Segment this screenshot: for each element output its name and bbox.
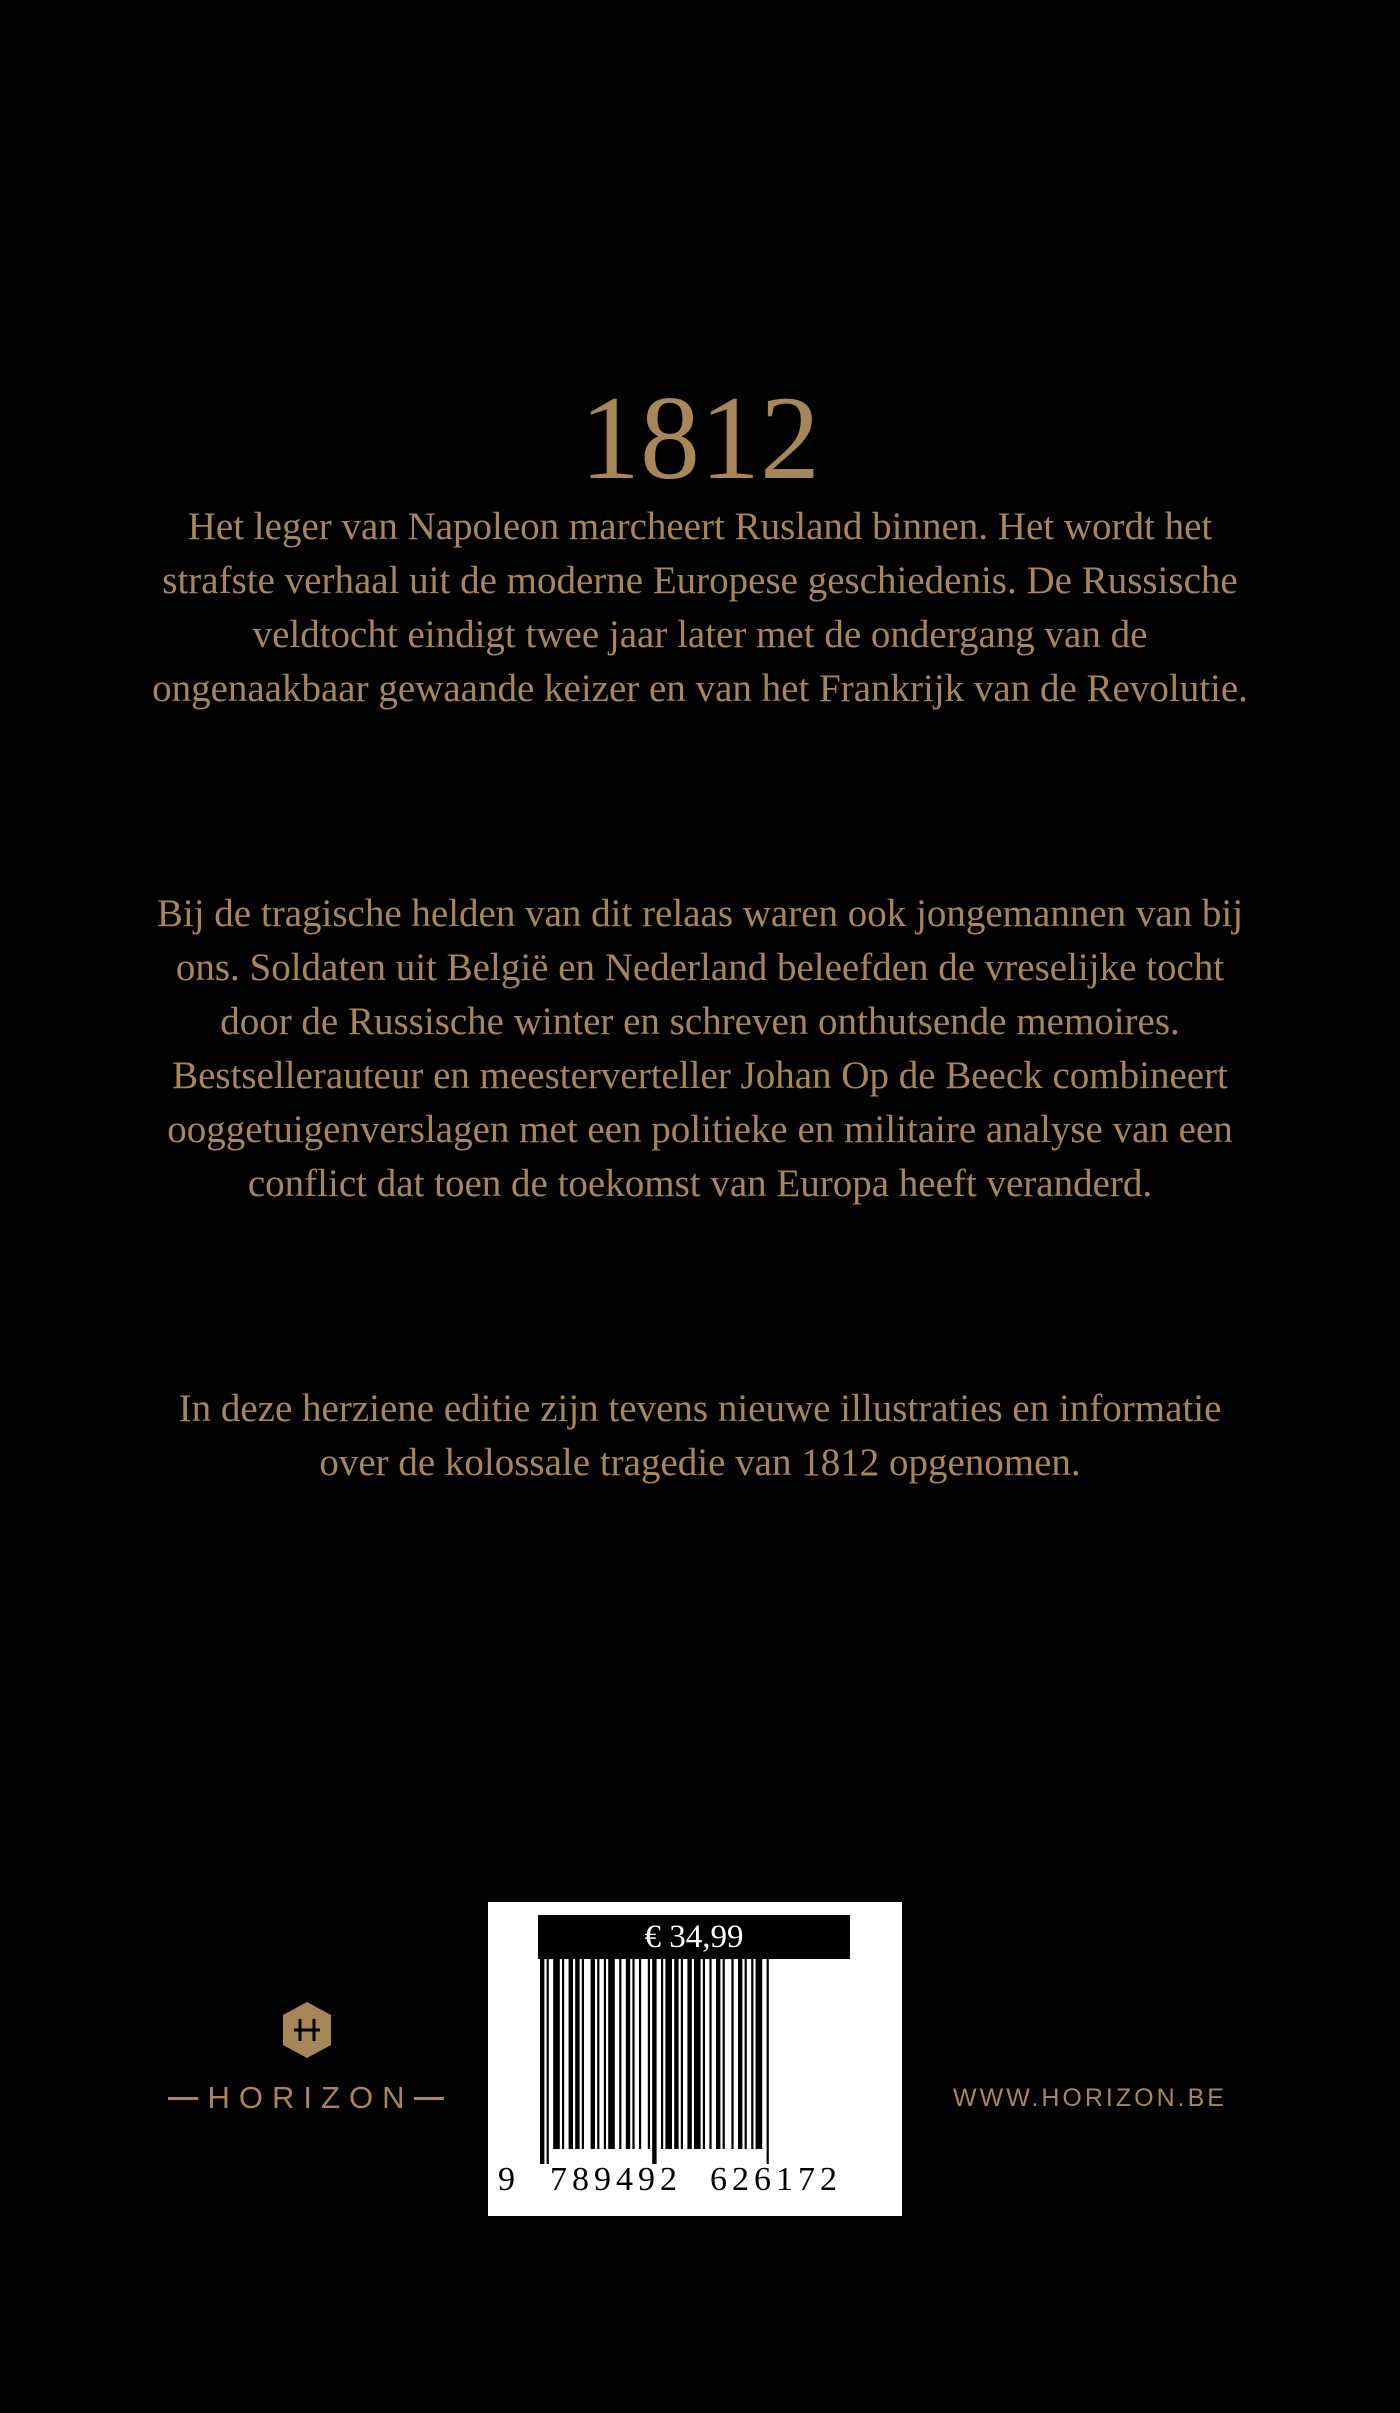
barcode-bar bbox=[591, 1959, 595, 2149]
barcode-bar bbox=[540, 1959, 544, 2164]
blurb-paragraph-1: Het leger van Napoleon marcheert Rusland binnen. Het wordt het strafste verhaal uit de moderne Europese geschiedenis. De Russische veldtocht eindigt twee jaar later met de ondergang van de ongenaakbaar gewaande keizer en van het Frankrijk van de Revolutie. bbox=[152, 505, 1248, 710]
barcode-bar bbox=[632, 1959, 634, 2149]
barcode-bar bbox=[597, 1959, 599, 2149]
horizon-hexagon-logo-icon bbox=[280, 2000, 334, 2060]
barcode-bar bbox=[648, 1959, 650, 2149]
barcode-bar bbox=[745, 1959, 747, 2149]
barcode-bar bbox=[738, 1959, 742, 2149]
barcode-bar bbox=[639, 1959, 641, 2149]
barcode-bars bbox=[538, 1959, 850, 2164]
wordmark-rule-right bbox=[414, 2097, 444, 2100]
barcode-bar bbox=[731, 1959, 733, 2149]
isbn-lead-digit: 9 bbox=[498, 2161, 515, 2198]
isbn-right-group: 626172 bbox=[710, 2161, 842, 2198]
wordmark-rule-left bbox=[168, 2097, 198, 2100]
barcode-bar bbox=[767, 1959, 769, 2164]
barcode-bar bbox=[575, 1959, 579, 2149]
barcode-bar bbox=[703, 1959, 705, 2149]
barcode-bar bbox=[582, 1959, 584, 2149]
publisher-name: HORIZON bbox=[207, 2080, 414, 2115]
barcode-bar bbox=[608, 1959, 615, 2149]
barcode-bar bbox=[619, 1959, 621, 2149]
barcode-bar bbox=[723, 1959, 725, 2149]
publisher-wordmark bbox=[168, 2078, 444, 2118]
barcode-bar bbox=[716, 1959, 720, 2149]
barcode-bar bbox=[665, 1959, 672, 2149]
barcode-bar bbox=[681, 1959, 683, 2149]
barcode-label bbox=[488, 1902, 902, 2216]
isbn-left-group: 789492 bbox=[550, 2161, 682, 2198]
barcode-bar bbox=[661, 1959, 663, 2149]
barcode-bar bbox=[756, 1959, 763, 2149]
barcode-bar bbox=[569, 1959, 573, 2149]
barcode-bar bbox=[674, 1959, 678, 2149]
barcode-bar bbox=[652, 1959, 656, 2164]
barcode-bar bbox=[553, 1959, 560, 2149]
publisher-logo bbox=[168, 2000, 444, 2120]
barcode-bar bbox=[547, 1959, 549, 2164]
book-title: 1812 bbox=[580, 371, 820, 504]
barcode-bar bbox=[709, 1959, 711, 2149]
isbn-digits bbox=[498, 2158, 892, 2202]
barcode-bar bbox=[687, 1959, 691, 2149]
barcode-bar bbox=[626, 1959, 630, 2149]
barcode-bar bbox=[562, 1959, 564, 2149]
blurb-paragraph-2: Bij de tragische helden van dit relaas waren ook jongemannen van bij ons. Soldaten uit België en Nederland beleefden de vreselijke tocht door de Russische winter en schreven onthutsende memoires. Bestsellerauteur en meesterverteller Johan Op de Beeck combineert ooggetuigenverslagen met een politieke en militaire analyse van een conflict dat toen de toekomst van Europa heeft veranderd. bbox=[156, 892, 1244, 1205]
price-tag: € 34,99 bbox=[538, 1915, 850, 1959]
barcode-bar bbox=[751, 1959, 753, 2149]
blurb-paragraph-3: In deze herziene editie zijn tevens nieuwe illustraties en informatie over de kolossale tragedie van 1812 opgenomen. bbox=[178, 1387, 1222, 1484]
publisher-website: WWW.HORIZON.BE bbox=[953, 2084, 1227, 2112]
barcode-bar bbox=[604, 1959, 606, 2149]
barcode-bar bbox=[694, 1959, 701, 2149]
